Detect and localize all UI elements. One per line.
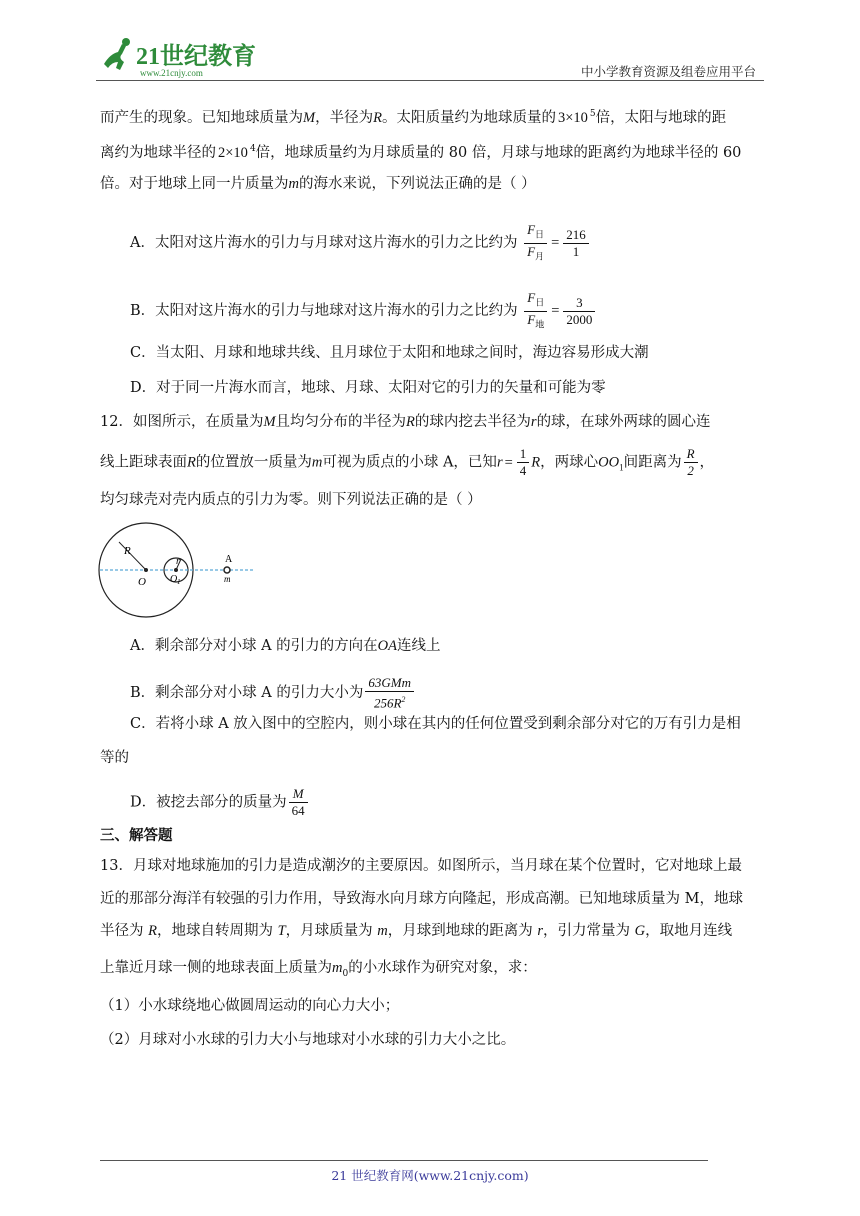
q13-part-2: （2）月球对小水球的引力大小与地球对小水球的引力大小之比。: [100, 1032, 516, 1048]
q13-line-1: 13．月球对地球施加的引力是造成潮汐的主要原因。如图所示，当月球在某个位置时，它对地球上最: [100, 858, 742, 874]
fig-label-r: r: [176, 556, 180, 567]
q13-line-4: 上靠近月球一侧的地球表面上质量为$m_0$的小水球作为研究对象，求：: [100, 960, 537, 979]
sphere-diagram: [98, 522, 278, 622]
fig-label-O1: O: [170, 574, 178, 585]
fig-label-R: R: [124, 545, 131, 557]
q11-option-c[interactable]: C．当太阳、月球和地球共线、且月球位于太阳和地球之间时，海边容易形成大潮: [130, 345, 649, 361]
fig-label-A: A: [225, 554, 233, 565]
q11-option-b[interactable]: B．太阳对这片海水的引力与地球对这片海水的引力之比约为 $\frac{F_日}{F_地}$ = $\frac{3}{2000}$: [130, 290, 597, 332]
section-title-answers: 三、解答题: [100, 827, 173, 844]
q12-line-3: 均匀球壳对壳内质点的引力为零。则下列说法正确的是（ ）: [100, 492, 482, 508]
fig-label-m: m: [224, 574, 231, 584]
svg-text:www.21cnjy.com: www.21cnjy.com: [140, 68, 203, 78]
q12-option-a[interactable]: A．剩余部分对小球 A 的引力的方向在OA连线上: [130, 638, 441, 654]
footer-link[interactable]: 21 世纪教育网(www.21cnjy.com): [331, 1168, 529, 1183]
site-logo: [96, 34, 256, 82]
fig-label-O1-sub: 1: [177, 578, 181, 586]
q12-option-b[interactable]: B．剩余部分对小球 A 的引力大小为 $\frac{\text{63GMm}}{256R^2}$: [130, 675, 416, 711]
footer-divider: [100, 1160, 708, 1161]
q11-line-2: 离约为地球半径的 2×10 $^4$倍，地球质量约为月球质量的 80 倍，月球与地球的距离约为地球半径的 60: [100, 144, 742, 161]
q13-part-1: （1）小水球绕地心做圆周运动的向心力大小；: [100, 998, 400, 1014]
q11-option-a[interactable]: A．太阳对这片海水的引力与月球对这片海水的引力之比约为 $\frac{F_日}{F_月}$ = $\frac{216}{1}$: [130, 222, 591, 264]
q11-line-3: 倍。对于地球上同一片质量为m的海水来说，下列说法正确的是（ ）: [100, 176, 536, 192]
svg-text:21世纪教育: 21世纪教育: [136, 44, 256, 70]
header-platform-name: 中小学教育资源及组卷应用平台: [580, 64, 756, 79]
q12-option-d[interactable]: D．被挖去部分的质量为 $\frac{M}{64}$: [130, 786, 310, 819]
q12-option-c-line-2[interactable]: 等的: [100, 750, 129, 766]
q11-line-1: 而产生的现象。已知地球质量为M，半径为R。太阳质量约为地球质量的 3×10 $^5$倍，太阳与地球的距: [100, 109, 727, 126]
fig-label-O: O: [138, 576, 146, 588]
q11-option-d[interactable]: D．对于同一片海水而言，地球、月球、太阳对它的引力的矢量和可能为零: [130, 380, 606, 396]
q12-option-c-line-1[interactable]: C．若将小球 A 放入图中的空腔内，则小球在其内的任何位置受到剩余部分对它的万有引力是相: [130, 716, 741, 732]
q13-line-2: 近的那部分海洋有较强的引力作用，导致海水向月球方向隆起，形成高潮。已知地球质量为 M，地球: [100, 891, 743, 907]
q12-line-2: 线上距球表面R的位置放一质量为m可视为质点的小球 A，已知r = $\frac{1}{4}$ R，两球心$OO_1$间距离为 $\frac{R}{2}$ ，: [100, 446, 715, 478]
q13-line-3: 半径为 R，地球自转周期为 T，月球质量为 m，月球到地球的距离为 r，引力常量为 G，取地月连线: [100, 923, 733, 939]
q12-line-1: 12．如图所示，在质量为M且均匀分布的半径为R的球内挖去半径为r的球，在球外两球的圆心连: [100, 414, 711, 430]
header-divider: [96, 80, 764, 81]
